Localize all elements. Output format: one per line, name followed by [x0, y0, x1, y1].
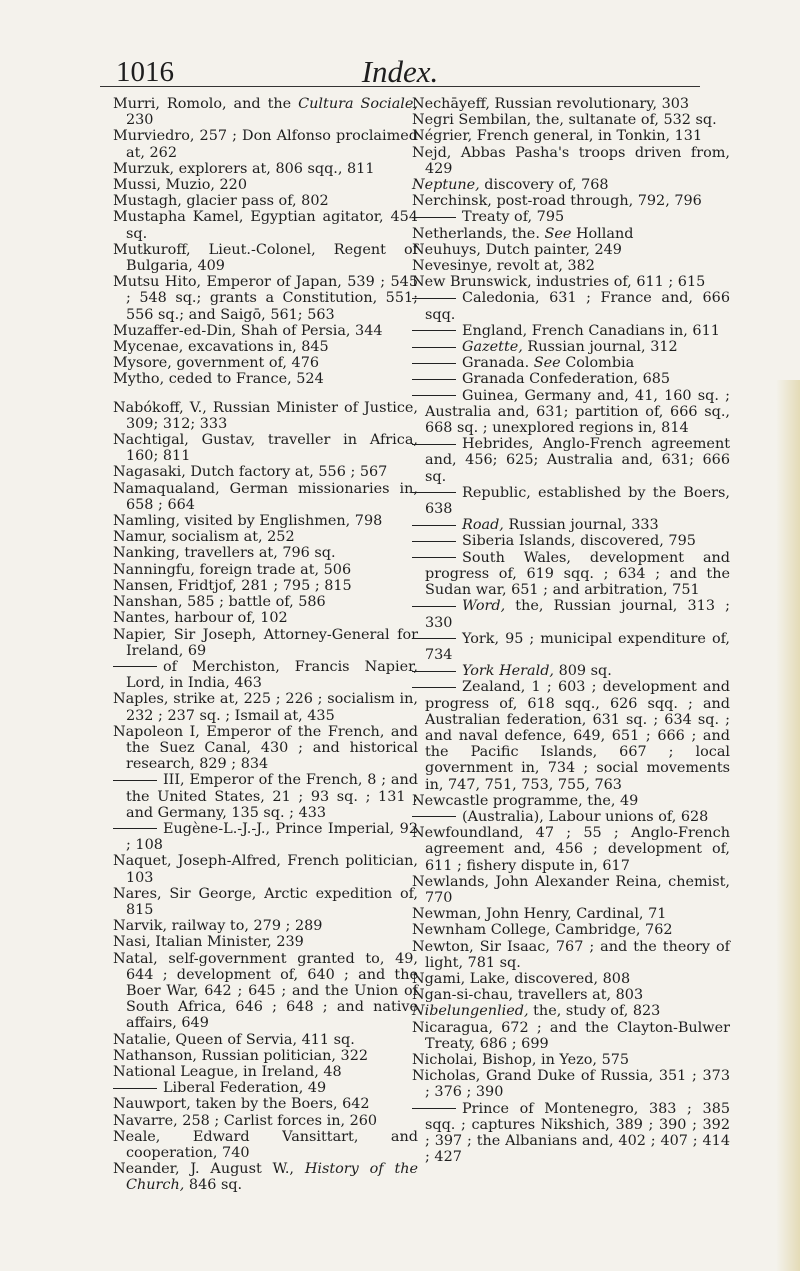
- header-rule: [100, 86, 700, 87]
- ditto-dash: [113, 828, 157, 829]
- index-entry: Granada. See Colombia: [412, 355, 730, 371]
- index-entry: Nagasaki, Dutch factory at, 556 ; 567: [113, 464, 388, 481]
- index-entry: Nachtigal, Gustav, traveller in Africa, 160; 811: [113, 432, 418, 465]
- index-entry: Guinea, Germany and, 41, 160 sq. ; Australia and, 631; partition of, 666 sq., 668 sq. ; unexplored regions in, 814: [412, 388, 730, 437]
- ditto-dash: [113, 666, 157, 667]
- index-entry: Mutsu Hito, Emperor of Japan, 539 ; 545 ; 548 sq.; grants a Constitution, 551; 556 sq.; and Saigō, 561; 563: [113, 274, 418, 323]
- ditto-dash: [412, 379, 456, 380]
- ditto-dash: [412, 363, 456, 364]
- page-edge-stain: [776, 380, 800, 1271]
- index-entry: Mustapha Kamel, Egyptian agitator, 454 sq.: [113, 209, 418, 242]
- index-entry: Nerchinsk, post-road through, 792, 796: [412, 193, 702, 210]
- index-entry: Nicholas, Grand Duke of Russia, 351 ; 373 ; 376 ; 390: [412, 1068, 730, 1101]
- ditto-dash: [113, 780, 157, 781]
- index-entry: Mytho, ceded to France, 524: [113, 371, 324, 388]
- index-entry: Naquet, Joseph-Alfred, French politician, 103: [113, 853, 418, 886]
- index-entry: Newlands, John Alexander Reina, chemist, 770: [412, 873, 730, 906]
- index-entry: Netherlands, the. See Holland: [412, 225, 634, 242]
- index-entry: Napier, Sir Joseph, Attorney-General for Ireland, 69: [113, 626, 418, 659]
- index-entry: Nares, Sir George, Arctic expedition of, 815: [113, 885, 418, 918]
- index-entry: Nantes, harbour of, 102: [113, 610, 288, 627]
- ditto-dash: [412, 444, 456, 445]
- index-entry: South Wales, development and progress of, 619 sqq. ; 634 ; and the Sudan war, 651 ; and arbitration, 751: [412, 550, 730, 599]
- index-entry: Nathanson, Russian politician, 322: [113, 1047, 369, 1064]
- index-entry: Zealand, 1 ; 603 ; development and progress of, 618 sqq., 626 sqq. ; and Australian federation, 631 sq. ; 634 sq. ; and naval defence, 649, 651 ; 666 ; and the Pacific Islands, 667 ; local government in, 734 ; social movements in, 747, 751, 753, 755, 763: [412, 679, 730, 792]
- index-entry: Nevesinye, revolt at, 382: [412, 258, 595, 275]
- index-entry: Ngami, Lake, discovered, 808: [412, 970, 631, 987]
- index-entry: York, 95 ; municipal expenditure of, 734: [412, 631, 730, 663]
- index-entry: Eugène-L.-J.-J., Prince Imperial, 92 ; 108: [113, 821, 418, 853]
- ditto-dash: [412, 606, 456, 607]
- index-entry: Liberal Federation, 49: [113, 1080, 418, 1096]
- index-entry: Nicaragua, 672 ; and the Clayton-Bulwer Treaty, 686 ; 699: [412, 1019, 730, 1052]
- ditto-dash: [412, 525, 456, 526]
- index-entry: Nauwport, taken by the Boers, 642: [113, 1096, 370, 1113]
- index-entry: Murzuk, explorers at, 806 sqq., 811: [113, 160, 375, 177]
- index-entry: Nicholai, Bishop, in Yezo, 575: [412, 1051, 630, 1068]
- index-entry: Treaty of, 795: [412, 209, 730, 225]
- ditto-dash: [412, 1108, 456, 1109]
- index-entry: Mycenae, excavations in, 845: [113, 339, 329, 356]
- index-entry: Négrier, French general, in Tonkin, 131: [412, 128, 703, 145]
- index-entry: New Brunswick, industries of, 611 ; 615: [412, 274, 706, 291]
- index-entry: Mutkuroff, Lieut.-Colonel, Regent of Bulgaria, 409: [113, 241, 418, 275]
- ditto-dash: [412, 217, 456, 218]
- page-header: [0, 50, 800, 96]
- index-entry: National League, in Ireland, 48: [113, 1063, 342, 1080]
- index-entry: Nasi, Italian Minister, 239: [113, 934, 304, 951]
- index-entry: Neptune, discovery of, 768: [412, 177, 609, 194]
- index-entry: Negri Sembilan, the, sultanate of, 532 sq.: [412, 112, 717, 129]
- index-entry: Prince of Montenegro, 383 ; 385 sqq. ; captures Nikshich, 389 ; 390 ; 392 ; 397 ; the Albanians and, 402 ; 407 ; 414 ; 427: [412, 1101, 730, 1166]
- index-entry: Navarre, 258 ; Carlist forces in, 260: [113, 1112, 378, 1129]
- index-entry: Mysore, government of, 476: [113, 355, 320, 372]
- ditto-dash: [412, 671, 456, 672]
- ditto-dash: [412, 395, 456, 396]
- index-entry: Neuhuys, Dutch painter, 249: [412, 241, 622, 258]
- index-entry: Caledonia, 631 ; France and, 666 sqq.: [412, 290, 730, 322]
- ditto-dash: [412, 541, 456, 542]
- ditto-dash: [113, 1088, 157, 1089]
- index-entry: Gazette, Russian journal, 312: [412, 339, 730, 355]
- ditto-dash: [412, 347, 456, 348]
- index-entry: Newnham College, Cambridge, 762: [412, 922, 673, 939]
- index-entry: Newfoundland, 47 ; 55 ; Anglo-French agreement and, 456 ; development of, 611 ; fishery dispute in, 617: [412, 825, 730, 874]
- index-entry: Nanking, travellers at, 796 sq.: [113, 545, 336, 562]
- index-entry: Murviedro, 257 ; Don Alfonso proclaimed at, 262: [113, 128, 418, 161]
- index-entry: Naples, strike at, 225 ; 226 ; socialism in, 232 ; 237 sq. ; Ismail at, 435: [113, 691, 418, 724]
- index-entry: Nanningfu, foreign trade at, 506: [113, 561, 352, 578]
- index-entry: Republic, established by the Boers, 638: [412, 485, 730, 517]
- index-entry: (Australia), Labour unions of, 628: [412, 809, 730, 825]
- index-entry: Word, the, Russian journal, 313 ; 330: [412, 598, 730, 630]
- index-entry: Muzaffer-ed-Din, Shah of Persia, 344: [113, 322, 383, 339]
- ditto-dash: [412, 557, 456, 558]
- index-entry: Mustagh, glacier pass of, 802: [113, 193, 329, 210]
- left-index-column: [113, 96, 418, 1194]
- index-entry: York Herald, 809 sq.: [412, 663, 730, 679]
- index-entry: III, Emperor of the French, 8 ; and the United States, 21 ; 93 sq. ; 131 ; and Germany, 135 sq. ; 433: [113, 772, 418, 821]
- index-entry: Neander, J. August W., History of the Church, 846 sq.: [113, 1161, 419, 1194]
- page-title: Index.: [361, 54, 439, 89]
- index-entry: Natal, self-government granted to, 49, 644 ; development of, 640 ; and the Boer War, 642 ; 645 ; and the Union of South Africa, 646 ; 648 ; and native affairs, 649: [113, 950, 418, 1032]
- ditto-dash: [412, 330, 456, 331]
- index-entry: Mussi, Muzio, 220: [113, 177, 247, 194]
- index-entry: Siberia Islands, discovered, 795: [412, 533, 730, 549]
- ditto-dash: [412, 298, 456, 299]
- index-entry: England, French Canadians in, 611: [412, 323, 730, 339]
- index-entry: Nibelungenlied, the, study of, 823: [412, 1003, 661, 1020]
- index-entry: Namur, socialism at, 252: [113, 529, 295, 546]
- ditto-dash: [412, 687, 456, 688]
- index-entry: Nechāyeff, Russian revolutionary, 303: [412, 96, 690, 112]
- index-entry: Road, Russian journal, 333: [412, 517, 730, 533]
- index-entry: Ngan-si-chau, travellers at, 803: [412, 987, 644, 1004]
- ditto-dash: [412, 816, 456, 817]
- index-entry: Narvik, railway to, 279 ; 289: [113, 918, 323, 935]
- right-index-column: [412, 96, 730, 1165]
- index-entry: Nansen, Fridtjof, 281 ; 795 ; 815: [113, 577, 352, 594]
- index-entry: Newman, John Henry, Cardinal, 71: [412, 906, 667, 923]
- page-number: 1016: [116, 56, 174, 88]
- index-entry: Granada Confederation, 685: [412, 371, 730, 387]
- index-entry: Nabókoff, V., Russian Minister of Justice, 309; 312; 333: [113, 399, 418, 432]
- index-entry: Newton, Sir Isaac, 767 ; and the theory of light, 781 sq.: [412, 938, 730, 971]
- index-entry: Natalie, Queen of Servia, 411 sq.: [113, 1031, 355, 1048]
- ditto-dash: [412, 492, 456, 493]
- ditto-dash: [412, 638, 456, 639]
- index-entry: Hebrides, Anglo-French agreement and, 456; 625; Australia and, 631; 666 sq.: [412, 436, 730, 485]
- index-entry: Murri, Romolo, and the Cultura Sociale, 230: [113, 96, 418, 129]
- index-entry: Nejd, Abbas Pasha's troops driven from, 429: [412, 144, 730, 177]
- index-entry: Namling, visited by Englishmen, 798: [113, 513, 383, 530]
- index-entry: Neale, Edward Vansittart, and cooperation, 740: [113, 1128, 418, 1161]
- index-entry: Newcastle programme, the, 49: [412, 792, 639, 809]
- index-entry: Nanshan, 585 ; battle of, 586: [113, 594, 326, 611]
- index-entry: Namaqualand, German missionaries in, 658 ; 664: [113, 480, 418, 513]
- index-entry: of Merchiston, Francis Napier, Lord, in India, 463: [113, 659, 418, 691]
- index-entry: Napoleon I, Emperor of the French, and the Suez Canal, 430 ; and historical research, 829 ; 834: [113, 723, 418, 773]
